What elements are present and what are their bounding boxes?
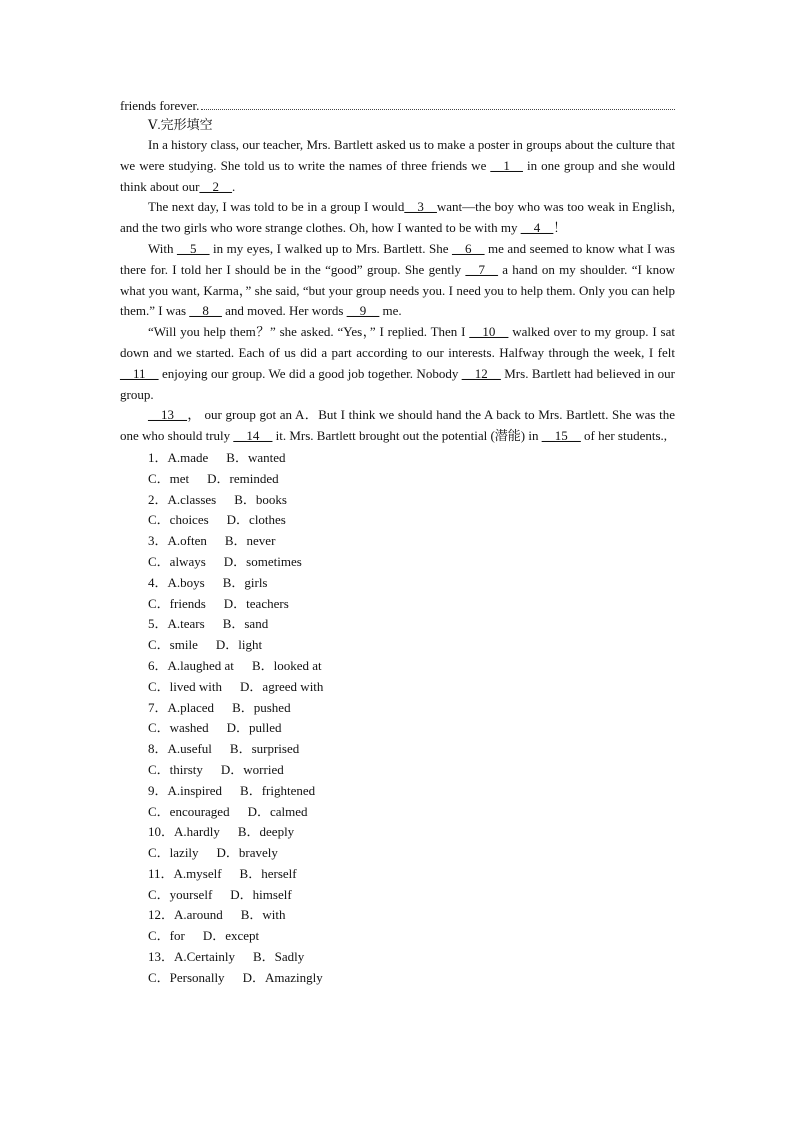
option-choice: D．clothes <box>226 512 286 528</box>
answer-blank: __2__ <box>199 178 232 194</box>
option-row <box>120 885 675 906</box>
option-choice: C．lazily <box>148 845 199 861</box>
passage-text: walked over to my group. I sat down and we started. Each of us did a part according to our interests. Halfway through the week, I felt <box>120 324 675 360</box>
option-row <box>120 822 675 843</box>
option-choice: 6．A.laughed at <box>148 657 234 673</box>
passage-paragraph <box>120 197 675 239</box>
option-choice: B．never <box>224 533 276 549</box>
answer-blank: __7__ <box>465 261 498 277</box>
dotted-leader <box>201 109 675 110</box>
option-row <box>120 531 675 552</box>
option-row <box>120 677 675 698</box>
passage-text: a hand on my shoulder. “I know what you want, Karma，” she said, “but your group needs you. I need you to help them. Only you can help them.” I was <box>120 261 675 319</box>
answer-blank: __9__ <box>346 303 380 319</box>
option-choice: D．pulled <box>226 720 282 736</box>
passage-text: Mrs. Bartlett had believed in our group. <box>120 365 675 402</box>
answer-blank: __10__ <box>469 324 509 340</box>
option-choice: 11．A.myself <box>148 865 222 881</box>
option-choice: D．reminded <box>207 470 279 486</box>
option-row <box>120 490 675 511</box>
passage-text: “Will you help them？” she asked. “Yes，” I replied. Then I <box>148 324 470 340</box>
option-choice: 5．A.tears <box>148 616 205 632</box>
option-choice: D．sometimes <box>223 553 302 569</box>
option-choice: C．encouraged <box>148 803 230 819</box>
option-choice: 1．A.made <box>148 449 209 465</box>
option-row <box>120 802 675 823</box>
option-row <box>120 739 675 760</box>
option-choice: B．looked at <box>251 657 322 673</box>
passage-text: enjoying our group. We did a good job together. Nobody <box>158 365 462 381</box>
option-row <box>120 469 675 490</box>
passage-text: ， our group got an A．But I think we should hand the A back to Mrs. Bartlett. She was the one who should truly <box>120 407 675 444</box>
option-choice: B．herself <box>239 865 297 881</box>
answer-blank: __4__ <box>520 220 554 236</box>
passage-text: ！ <box>553 220 567 236</box>
option-choice: D．agreed with <box>240 678 324 694</box>
option-choice: B．books <box>234 491 287 507</box>
option-choice: C．friends <box>148 595 206 611</box>
option-row <box>120 656 675 677</box>
option-choice: B．frightened <box>240 782 316 798</box>
option-choice: C．met <box>148 470 190 486</box>
option-choice: D．except <box>202 928 260 944</box>
passage-text: In a history class, our teacher, Mrs. Bartlett asked us to make a poster in groups about the culture that we were studying. She told us to write the names of three friends we <box>120 137 675 173</box>
option-choice: B．pushed <box>232 699 291 715</box>
option-row <box>120 635 675 656</box>
passage-paragraph <box>120 405 675 447</box>
option-row <box>120 573 675 594</box>
option-choice: B．with <box>240 907 286 923</box>
answer-blank: __6__ <box>452 240 485 256</box>
passage-text: With <box>148 240 177 256</box>
option-row <box>120 947 675 968</box>
option-choice: C．washed <box>148 720 209 736</box>
option-choice: 9．A.inspired <box>148 782 223 798</box>
passage-text: want—the boy who was too weak in English, and the two girls who wore strange clothes. Oh, how I wanted to be with my <box>120 199 675 236</box>
document-page <box>120 96 675 989</box>
option-choice: 8．A.useful <box>148 741 212 757</box>
option-choice: 7．A.placed <box>148 699 215 715</box>
section-heading: Ⅴ.完形填空 <box>148 117 213 132</box>
passage-text: The next day, I was told to be in a group I would <box>148 199 405 215</box>
option-row <box>120 781 675 802</box>
option-choice: D．himself <box>230 886 292 902</box>
option-row <box>120 614 675 635</box>
option-choice: C．yourself <box>148 886 213 902</box>
passage-paragraph <box>120 135 675 197</box>
option-choice: 12．A.around <box>148 907 223 923</box>
option-choice: B．girls <box>222 574 268 590</box>
option-row <box>120 843 675 864</box>
option-choice: B．Sadly <box>253 949 305 965</box>
option-row <box>120 760 675 781</box>
option-choice: C．Personally <box>148 969 225 985</box>
option-row <box>120 968 675 989</box>
option-row <box>120 718 675 739</box>
option-choice: 4．A.boys <box>148 574 205 590</box>
option-choice: D．calmed <box>247 803 308 819</box>
option-choice: B．surprised <box>229 741 300 757</box>
answer-blank: __14__ <box>233 428 273 444</box>
option-choice: D．light <box>215 637 263 653</box>
option-choice: B．sand <box>222 616 269 632</box>
option-choice: D．teachers <box>223 595 289 611</box>
option-choice: 10．A.hardly <box>148 824 220 840</box>
option-choice: C．choices <box>148 512 209 528</box>
answer-blank: __15__ <box>541 428 581 444</box>
option-choice: C．lived with <box>148 678 223 694</box>
option-row <box>120 552 675 573</box>
passage-text: of her students., <box>580 428 668 444</box>
answer-blank: __1__ <box>490 157 523 173</box>
option-choice: 2．A.classes <box>148 491 217 507</box>
answer-blank: __5__ <box>176 240 210 256</box>
option-row <box>120 698 675 719</box>
answer-blank: __12__ <box>461 365 501 381</box>
option-choice: 13．A.Certainly <box>148 949 236 965</box>
passage-text: me. <box>379 303 402 319</box>
option-choice: B．wanted <box>226 449 286 465</box>
passage <box>120 135 675 447</box>
passage-text: in my eyes, I walked up to Mrs. Bartlett. She <box>209 240 453 256</box>
passage-text: and moved. Her words <box>221 303 347 319</box>
option-choice: D．Amazingly <box>242 969 323 985</box>
passage-paragraph <box>120 239 675 322</box>
passage-paragraph <box>120 322 675 405</box>
passage-text: . <box>231 178 236 194</box>
passage-text: me and seemed to know what I was there for. I told her I should be in the “good” group. She gently <box>120 240 675 277</box>
option-row <box>120 594 675 615</box>
option-row <box>120 510 675 531</box>
option-choice: C．smile <box>148 637 198 653</box>
answer-blank: __13__ <box>148 407 187 423</box>
top-fragment: friends forever. <box>120 98 200 113</box>
answer-blank: __8__ <box>189 303 222 319</box>
passage-text: in one group and she would think about our <box>120 157 676 194</box>
option-choice: C．for <box>148 928 185 944</box>
option-row <box>120 448 675 469</box>
option-choice: D．bravely <box>216 845 278 861</box>
option-choice: C．always <box>148 553 206 569</box>
option-choice: 3．A.often <box>148 533 207 549</box>
option-row <box>120 926 675 947</box>
option-choice: C．thirsty <box>148 761 203 777</box>
option-choice: D．worried <box>220 761 284 777</box>
passage-text: it. Mrs. Bartlett brought out the potential (潜能) in <box>272 428 542 444</box>
answer-blank: __3__ <box>404 199 437 215</box>
option-row <box>120 905 675 926</box>
option-choice: B．deeply <box>237 824 295 840</box>
previous-section-ending <box>120 96 675 114</box>
answer-options <box>120 448 675 989</box>
option-row <box>120 864 675 885</box>
answer-blank: __11__ <box>120 365 159 381</box>
